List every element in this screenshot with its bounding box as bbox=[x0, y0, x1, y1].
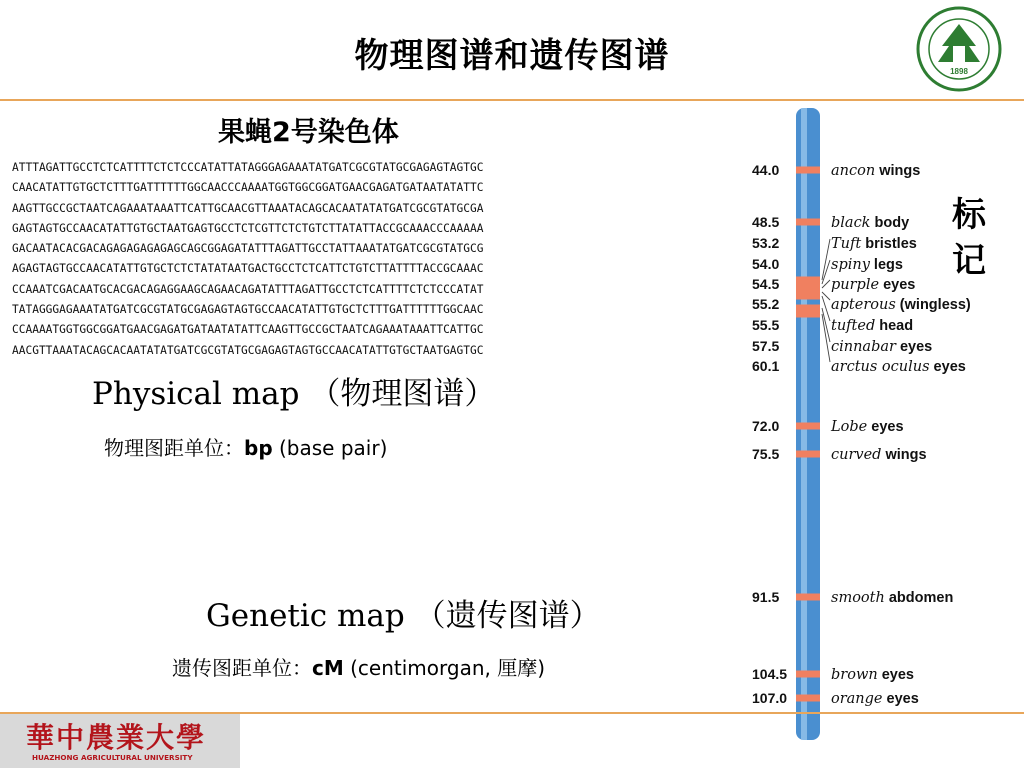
gene-phenotype: eyes bbox=[895, 339, 933, 355]
dna-line: TATAGGGAGAAATATGATCGCGTATGCGAGAGTAGTGCCAACATATTGTGCTCTTTGATTTTTTGGCAAC bbox=[12, 303, 484, 317]
gene-band bbox=[796, 167, 820, 174]
gene-name: smooth bbox=[831, 590, 885, 606]
map-position: 55.2 bbox=[752, 296, 780, 312]
gene-band bbox=[796, 219, 820, 226]
gene-label bbox=[831, 277, 915, 293]
university-seal-logo bbox=[916, 6, 1002, 92]
dna-line: CAACATATTGTGCTCTTTGATTTTTTGGCAACCCAAAATGGTGGCGGATGAACGAGATGATAATATATTC bbox=[12, 181, 484, 195]
gene-name: Lobe bbox=[831, 419, 868, 435]
dna-line: AACGTTAAATACAGCACAATATATGATCGCGTATGCGAGAGTAGTGCCAACATATTGTGCTAATGAGTGC bbox=[12, 343, 484, 357]
gene-band bbox=[796, 695, 820, 702]
map-position: 53.2 bbox=[752, 235, 780, 251]
chromosome-genetic-map bbox=[738, 108, 988, 740]
gene-name: spiny bbox=[831, 257, 870, 273]
leader-line bbox=[822, 239, 830, 280]
physical-unit-bp: bp bbox=[244, 436, 273, 460]
marker-char-2: 记 bbox=[952, 241, 986, 281]
dna-line: CCAAATCGACAATGCACGACAGAGGAAGCAGAACAGATATTTAGATTGCCTCTCATTTTCTCTCCCATAT bbox=[12, 282, 484, 296]
marker-char-1: 标 bbox=[952, 195, 986, 235]
gene-phenotype: eyes bbox=[879, 277, 916, 293]
map-position: 72.0 bbox=[752, 418, 780, 434]
gene-name: curved bbox=[831, 447, 882, 463]
dna-sequence bbox=[12, 158, 672, 361]
map-position: 60.1 bbox=[752, 358, 780, 374]
gene-band bbox=[796, 671, 820, 678]
map-position: 91.5 bbox=[752, 589, 780, 605]
dna-line: CCAAAATGGTGGCGGATGAACGAGATGATAATATATTCAAGTTGCCGCTAATCAGAAATAAATTCATTGC bbox=[12, 323, 484, 337]
gene-phenotype: eyes bbox=[877, 667, 914, 683]
leader-line bbox=[822, 296, 830, 321]
gene-label bbox=[831, 667, 914, 683]
gene-name: arctus oculus bbox=[831, 359, 930, 375]
gene-label bbox=[831, 359, 966, 375]
gene-band bbox=[796, 305, 820, 312]
map-position: 57.5 bbox=[752, 338, 780, 354]
gene-phenotype: bristles bbox=[861, 236, 917, 252]
genetic-unit-cm: cM bbox=[312, 656, 344, 680]
gene-band bbox=[796, 451, 820, 458]
genetic-unit-suffix: (centimorgan, 厘摩) bbox=[343, 656, 546, 680]
map-position: 44.0 bbox=[752, 162, 780, 178]
map-position: 55.5 bbox=[752, 317, 780, 333]
gene-band bbox=[796, 594, 820, 601]
gene-band bbox=[796, 423, 820, 430]
seal-year: 1898 bbox=[950, 67, 968, 76]
gene-label bbox=[831, 236, 917, 252]
map-position: 104.5 bbox=[752, 666, 788, 682]
genetic-map-label: Genetic map （遗传图谱） bbox=[206, 598, 601, 634]
gene-name: apterous bbox=[831, 297, 896, 313]
physical-unit-text bbox=[104, 432, 387, 461]
gene-name: ancon bbox=[831, 163, 876, 179]
gene-band bbox=[796, 311, 820, 318]
physical-unit-prefix: 物理图距单位： bbox=[104, 436, 244, 460]
gene-phenotype: body bbox=[870, 215, 910, 231]
gene-label bbox=[831, 257, 903, 273]
gene-phenotype: eyes bbox=[929, 359, 966, 375]
gene-band bbox=[796, 293, 820, 300]
map-position: 54.5 bbox=[752, 276, 780, 292]
genetic-unit-text bbox=[172, 652, 545, 681]
gene-name: orange bbox=[831, 691, 883, 707]
dna-line: ATTTAGATTGCCTCTCATTTTCTCTCCCATATTATAGGGAGAAATATGATCGCGTATGCGAGAGTAGTGC bbox=[12, 161, 484, 174]
physical-map-label: Physical map （物理图谱） bbox=[92, 376, 496, 412]
footer-university-name: 華中農業大學 bbox=[26, 721, 207, 754]
gene-name: purple bbox=[831, 277, 880, 293]
gene-name: cinnabar bbox=[831, 339, 896, 355]
gene-phenotype: legs bbox=[869, 257, 903, 273]
gene-label bbox=[831, 691, 919, 707]
subtitle: 果蝇2号染色体 bbox=[218, 117, 399, 148]
gene-name: brown bbox=[831, 667, 878, 683]
dna-line: GAGTAGTGCCAACATATTGTGCTAATGAGTGCCTCTCGTTCTCTGTCTTATATTACCGCAAACCCAAAAA bbox=[12, 221, 484, 235]
gene-name: tufted bbox=[831, 318, 876, 334]
footer-university-english: HUAZHONG AGRICULTURAL UNIVERSITY bbox=[32, 753, 193, 762]
map-position: 107.0 bbox=[752, 690, 788, 706]
map-position: 54.0 bbox=[752, 256, 780, 272]
gene-phenotype: wings bbox=[881, 447, 927, 463]
physical-unit-suffix: (base pair) bbox=[272, 436, 388, 460]
gene-label bbox=[830, 419, 904, 435]
gene-label bbox=[831, 215, 909, 231]
dna-line: AGAGTAGTGCCAACATATTGTGCTCTCTATATAATGACTGCCTCTCATTCTGTCTTATTTTACCGCAAAC bbox=[12, 262, 484, 276]
gene-label bbox=[831, 163, 920, 179]
gene-label bbox=[831, 318, 913, 334]
gene-phenotype: wings bbox=[875, 163, 921, 179]
dna-line: AAGTTGCCGCTAATCAGAAATAAATTCATTGCAACGTTAAATACAGCACAATATATGATCGCGTATGCGA bbox=[12, 201, 484, 215]
gene-name: black bbox=[831, 215, 871, 231]
map-position: 75.5 bbox=[752, 446, 780, 462]
gene-phenotype: eyes bbox=[882, 691, 919, 707]
dna-line: GACAATACACGACAGAGAGAGAGAGCAGCGGAGATATTTAGATTGCCTATTAAATATGATCGCGTATGCG bbox=[12, 242, 484, 256]
gene-label bbox=[831, 297, 971, 313]
slide-title: 物理图谱和遗传图谱 bbox=[354, 36, 670, 76]
gene-label bbox=[831, 590, 953, 606]
gene-phenotype: (wingless) bbox=[895, 297, 971, 313]
gene-name: Tuft bbox=[831, 236, 862, 252]
gene-phenotype: eyes bbox=[867, 419, 904, 435]
gene-label bbox=[831, 339, 932, 355]
map-position: 48.5 bbox=[752, 214, 780, 230]
genetic-unit-prefix: 遗传图距单位： bbox=[172, 656, 312, 680]
gene-phenotype: head bbox=[875, 318, 914, 334]
gene-label bbox=[831, 447, 927, 463]
gene-phenotype: abdomen bbox=[884, 590, 954, 606]
title-divider bbox=[0, 99, 1024, 101]
